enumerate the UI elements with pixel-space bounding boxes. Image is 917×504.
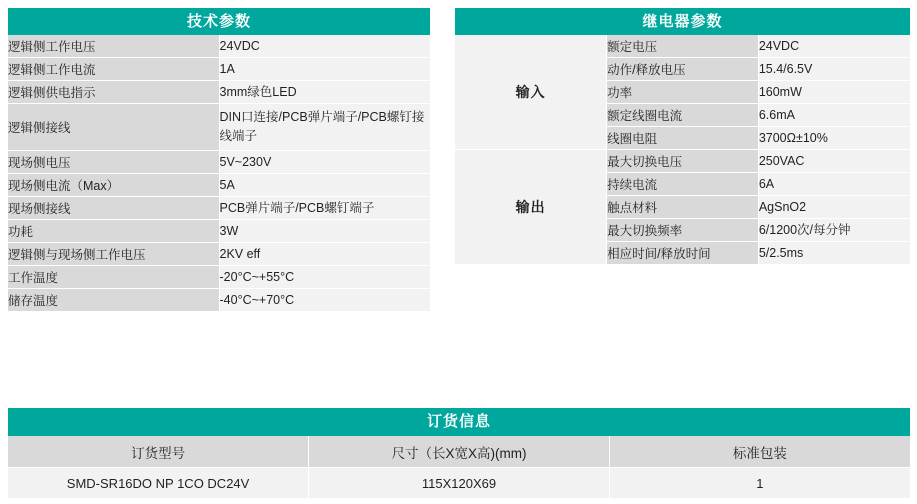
table-row — [8, 197, 430, 220]
column-header-dimensions: 尺寸（长X宽X高)(mm) — [309, 436, 610, 468]
technical-parameters-title: 技术参数 — [8, 8, 430, 35]
relay-parameters-grid — [455, 8, 910, 265]
row-label: 现场侧接线 — [8, 197, 219, 220]
table-row — [8, 104, 430, 151]
column-header-packaging: 标准包装 — [609, 436, 910, 468]
row-value: 6A — [758, 173, 910, 196]
row-label: 逻辑侧工作电压 — [8, 35, 219, 58]
row-label: 触点材料 — [607, 196, 759, 219]
row-label: 现场侧电流（Max） — [8, 174, 219, 197]
table-header-row — [8, 408, 910, 436]
row-label: 逻辑侧接线 — [8, 104, 219, 151]
row-value: 6.6mA — [758, 104, 910, 127]
table-row — [8, 174, 430, 197]
table-row — [455, 35, 910, 58]
cell-dimensions: 115X120X69 — [309, 468, 610, 499]
row-label: 额定电压 — [607, 35, 759, 58]
table-row — [8, 81, 430, 104]
row-value: 1A — [219, 58, 430, 81]
row-label: 线圈电阻 — [607, 127, 759, 150]
row-value: 6/1200次/每分钟 — [758, 219, 910, 242]
table-row — [8, 35, 430, 58]
row-label: 持续电流 — [607, 173, 759, 196]
relay-parameters-table — [455, 8, 910, 265]
row-label: 功率 — [607, 81, 759, 104]
row-label: 逻辑侧供电指示 — [8, 81, 219, 104]
group-label-input: 输入 — [455, 35, 607, 150]
group-label-output: 输出 — [455, 150, 607, 265]
order-information-table — [8, 408, 910, 498]
row-value: AgSnO2 — [758, 196, 910, 219]
row-value: 24VDC — [758, 35, 910, 58]
row-value: 3mm绿色LED — [219, 81, 430, 104]
row-label: 额定线圈电流 — [607, 104, 759, 127]
relay-parameters-title: 继电器参数 — [455, 8, 910, 35]
row-label: 最大切换电压 — [607, 150, 759, 173]
table-row — [8, 58, 430, 81]
row-label: 现场侧电压 — [8, 151, 219, 174]
row-value: 15.4/6.5V — [758, 58, 910, 81]
row-value: 250VAC — [758, 150, 910, 173]
row-value: 3700Ω±10% — [758, 127, 910, 150]
table-header-row — [8, 8, 430, 35]
row-value: -20°C~+55°C — [219, 266, 430, 289]
table-row — [8, 266, 430, 289]
table-column-header-row — [8, 436, 910, 468]
technical-parameters-grid — [8, 8, 430, 312]
row-value: 5/2.5ms — [758, 242, 910, 265]
row-value: 160mW — [758, 81, 910, 104]
table-row — [8, 243, 430, 266]
table-row — [8, 289, 430, 312]
row-value: 2KV eff — [219, 243, 430, 266]
row-label: 工作温度 — [8, 266, 219, 289]
row-value: 24VDC — [219, 35, 430, 58]
table-row — [8, 468, 910, 499]
order-information-grid — [8, 408, 910, 498]
row-value: PCB弹片端子/PCB螺钉端子 — [219, 197, 430, 220]
table-header-row — [455, 8, 910, 35]
row-label: 储存温度 — [8, 289, 219, 312]
table-row — [455, 150, 910, 173]
cell-packaging: 1 — [609, 468, 910, 499]
row-value: -40°C~+70°C — [219, 289, 430, 312]
row-label: 动作/释放电压 — [607, 58, 759, 81]
row-value: 5V~230V — [219, 151, 430, 174]
row-label: 逻辑侧与现场侧工作电压 — [8, 243, 219, 266]
row-value: 3W — [219, 220, 430, 243]
column-header-model: 订货型号 — [8, 436, 309, 468]
cell-model: SMD-SR16DO NP 1CO DC24V — [8, 468, 309, 499]
row-value: 5A — [219, 174, 430, 197]
order-information-title: 订货信息 — [8, 408, 910, 436]
row-value: DIN口连接/PCB弹片端子/PCB螺钉接线端子 — [219, 104, 430, 151]
row-label: 最大切换频率 — [607, 219, 759, 242]
table-row — [8, 220, 430, 243]
technical-parameters-table — [8, 8, 430, 312]
row-label: 逻辑侧工作电流 — [8, 58, 219, 81]
row-label: 功耗 — [8, 220, 219, 243]
row-label: 相应时间/释放时间 — [607, 242, 759, 265]
table-row — [8, 151, 430, 174]
